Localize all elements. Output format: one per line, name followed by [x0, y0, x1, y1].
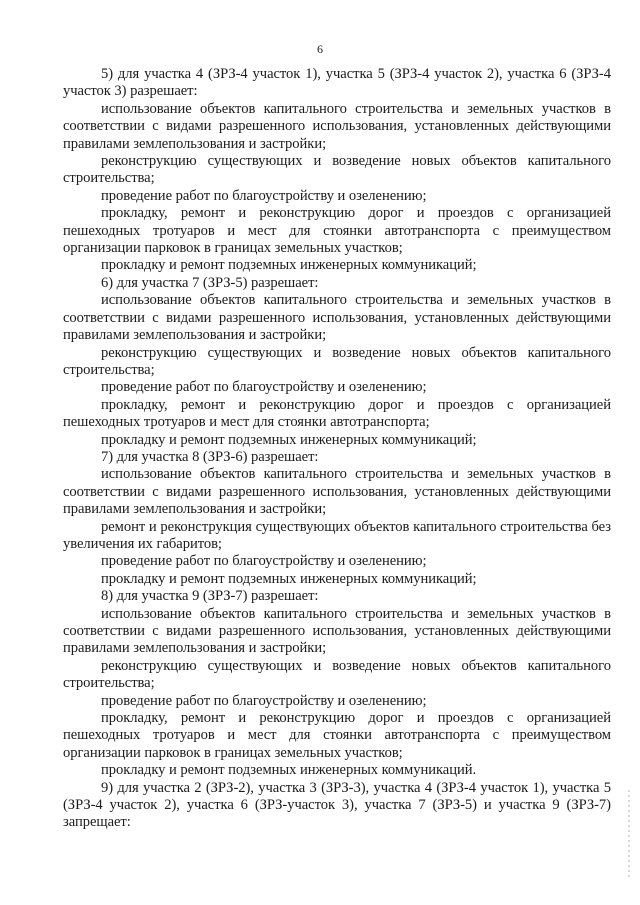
paragraph: реконструкцию существующих и возведение новых объектов капитального строительства; — [63, 657, 611, 692]
scan-margin-mark — [628, 790, 630, 880]
paragraph: прокладку, ремонт и реконструкцию дорог и проездов с организацией пешеходных тротуаров и мест для стоянки автотранспорта с преимуществом организации парковок в границах земельных участков; — [63, 205, 611, 257]
paragraph: использование объектов капитального строительства и земельных участков в соответствии с видами разрешенного использования, установленных действующими правилами землепользования и застройки; — [63, 466, 611, 518]
paragraph-item-7-heading: 7) для участка 8 (ЗРЗ-6) разрешает: — [101, 448, 319, 465]
paragraph: реконструкцию существующих и возведение новых объектов капитального строительства; — [63, 153, 611, 187]
paragraph: проведение работ по благоустройству и озеленению; — [101, 187, 427, 204]
paragraph: прокладку и ремонт подземных инженерных коммуникаций; — [101, 570, 477, 587]
page-number: 6 — [317, 42, 323, 56]
paragraph: прокладку, ремонт и реконструкцию дорог и проездов с организацией пешеходных тротуаров и мест для стоянки автотранспорта с преимуществом организации парковок в границах земельных участков; — [63, 710, 611, 761]
paragraph: использование объектов капитального строительства и земельных участков в соответствии с видами разрешенного использования, установленных действующими правилами землепользования и застройки; — [63, 292, 611, 344]
document-body — [63, 66, 611, 832]
paragraph-item-5-heading: 5) для участка 4 (ЗРЗ-4 участок 1), участка 5 (ЗРЗ-4 участок 2), участка 6 (ЗРЗ-4 участок 3) разрешает: — [63, 66, 611, 100]
paragraph-item-6-heading: 6) для участка 7 (ЗРЗ-5) разрешает: — [101, 274, 319, 291]
paragraph: прокладку и ремонт подземных инженерных коммуникаций. — [101, 762, 477, 779]
paragraph: прокладку и ремонт подземных инженерных коммуникаций; — [101, 431, 477, 448]
paragraph: проведение работ по благоустройству и озеленению; — [101, 692, 427, 709]
paragraph: ремонт и реконструкция существующих объектов капитального строительства без увеличения их габаритов; — [63, 518, 611, 552]
paragraph: использование объектов капитального строительства и земельных участков в соответствии с видами разрешенного использования, установленных действующими правилами землепользования и застройки; — [63, 100, 611, 152]
paragraph: реконструкцию существующих и возведение новых объектов капитального строительства; — [63, 344, 611, 378]
paragraph: проведение работ по благоустройству и озеленению; — [101, 553, 427, 570]
paragraph: использование объектов капитального строительства и земельных участков в соответствии с видами разрешенного использования, установленных действующими правилами землепользования и застройки; — [63, 605, 611, 657]
paragraph: прокладку и ремонт подземных инженерных коммуникаций; — [101, 257, 477, 274]
paragraph-item-9-heading: 9) для участка 2 (ЗРЗ-2), участка 3 (ЗРЗ-3), участка 4 (ЗРЗ-4 участок 1), участка 5 (ЗРЗ-4 участок 2), участка 6 (ЗРЗ-участок 3), участка 7 (ЗРЗ-5) и участка 9 (ЗРЗ-7) запрещает: — [63, 779, 611, 831]
paragraph-item-8-heading: 8) для участка 9 (ЗРЗ-7) разрешает: — [101, 588, 319, 605]
paragraph: проведение работ по благоустройству и озеленению; — [101, 379, 427, 396]
paragraph: прокладку, ремонт и реконструкцию дорог и проездов с организацией пешеходных тротуаров и мест для стоянки автотранспорта; — [63, 396, 611, 431]
